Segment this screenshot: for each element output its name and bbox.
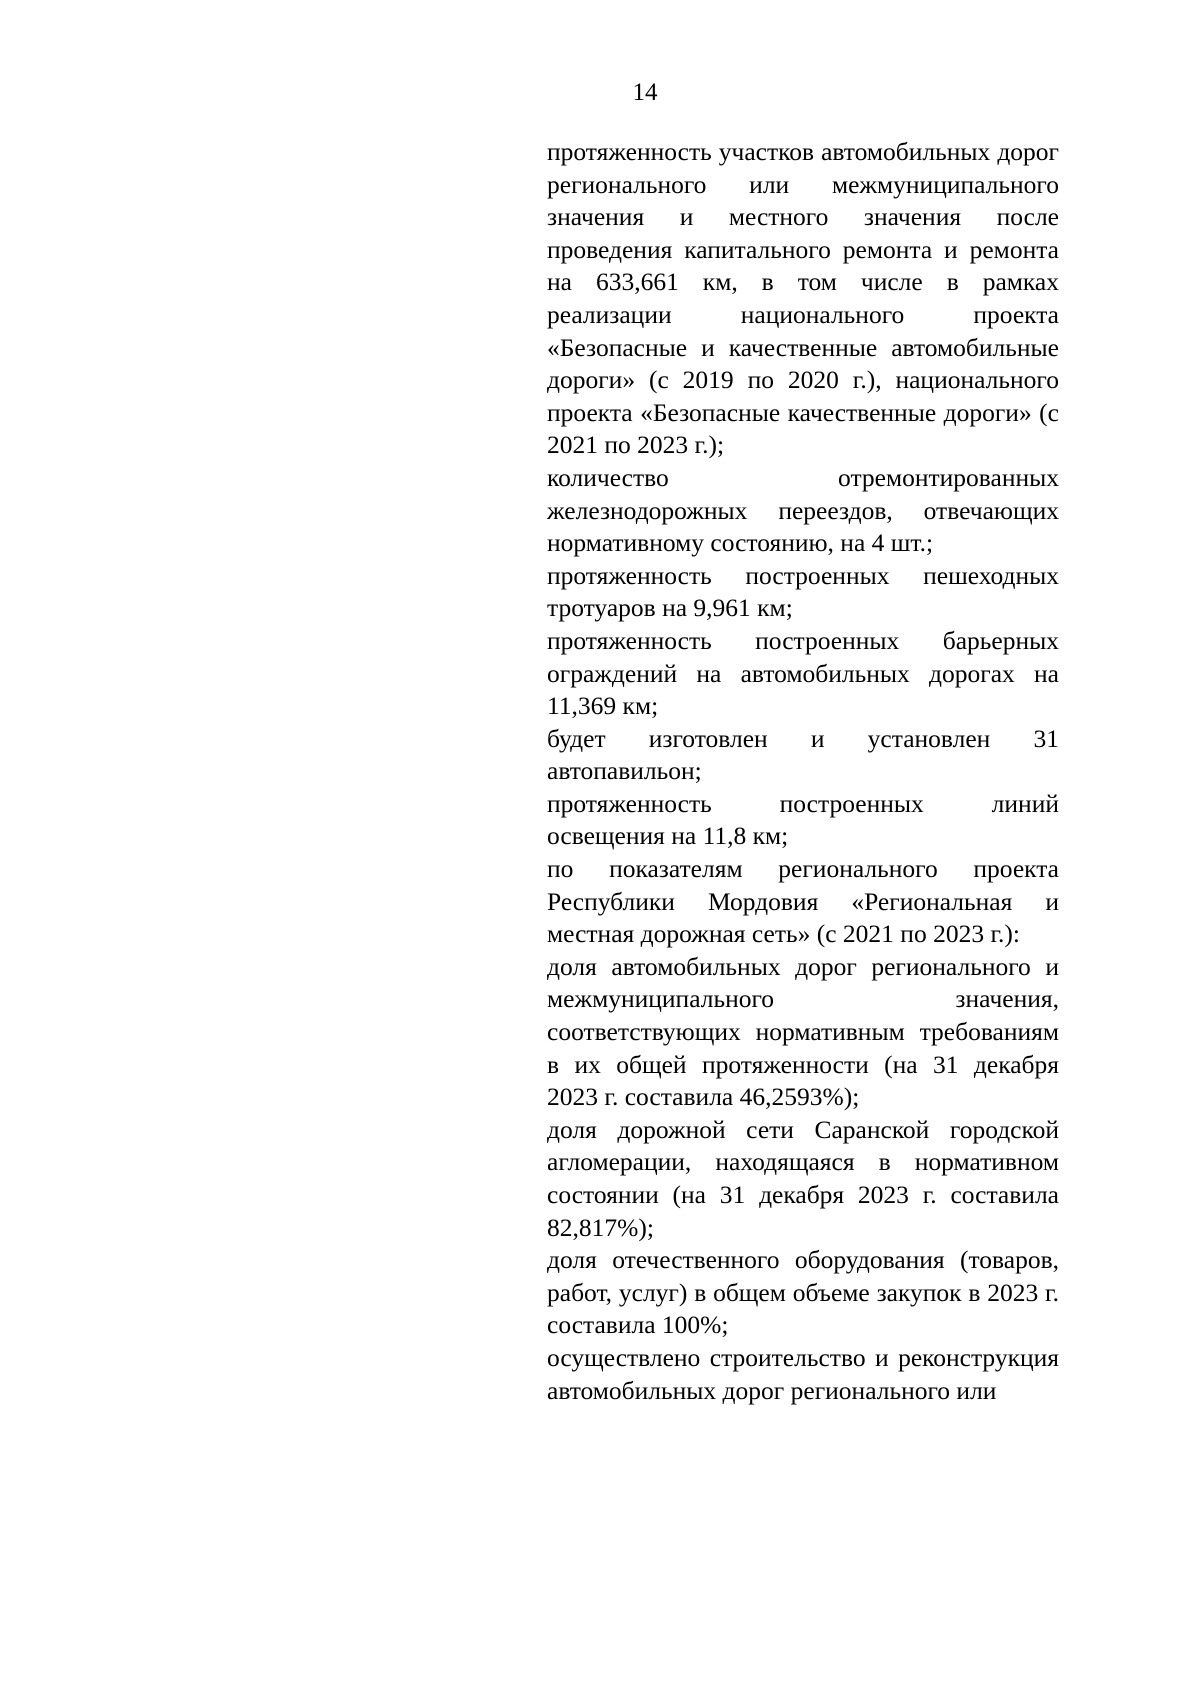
paragraph-railway-crossings: количество отремонтированных железнодорожных переездов, отвечающих нормативному состоянию, на 4 шт.;	[547, 462, 1059, 558]
page-number: 14	[632, 79, 658, 106]
paragraph-bus-pavilions: будет изготовлен и установлен 31 автопавильон;	[547, 723, 1059, 786]
paragraph-saransk-agglomeration-share: доля дорожной сети Саранской городской агломерации, находящаяся в нормативном состоянии (на 31 декабря 2023 г. составила 82,817%);	[547, 1114, 1059, 1242]
paragraph-road-repair-length: протяженность участков автомобильных дорог регионального или межмуниципального значения и местного значения после проведения капитального ремонта и ремонта на 633,661 км, в том числе в рамках реализации национального проекта «Безопасные и качественные автомобильные дороги» (с 2019 по 2020 г.), национального проекта «Безопасные качественные дороги» (с 2021 по 2023 г.);	[547, 137, 1059, 460]
paragraph-lighting-lines: протяженность построенных линий освещения на 11,8 км;	[547, 788, 1059, 851]
paragraph-normative-roads-share: доля автомобильных дорог регионального и межмуниципального значения, соответствующих нормативным требованиям в их общей протяженности (на 31 декабря 2023 г. составила 46,2593%);	[547, 951, 1059, 1112]
paragraph-construction-reconstruction: осуществлено строительство и реконструкция автомобильных дорог регионального или	[547, 1342, 1059, 1405]
paragraph-barrier-fences: протяженность построенных барьерных ограждений на автомобильных дорогах на 11,369 км;	[547, 625, 1059, 721]
document-body	[547, 136, 1059, 1407]
paragraph-sidewalks: протяженность построенных пешеходных тротуаров на 9,961 км;	[547, 560, 1059, 623]
paragraph-regional-project-indicators: по показателям регионального проекта Республики Мордовия «Региональная и местная дорожная сеть» (с 2021 по 2023 г.):	[547, 854, 1059, 949]
paragraph-domestic-equipment-share: доля отечественного оборудования (товаров, работ, услуг) в общем объеме закупок в 2023 г. составила 100%;	[547, 1245, 1059, 1340]
